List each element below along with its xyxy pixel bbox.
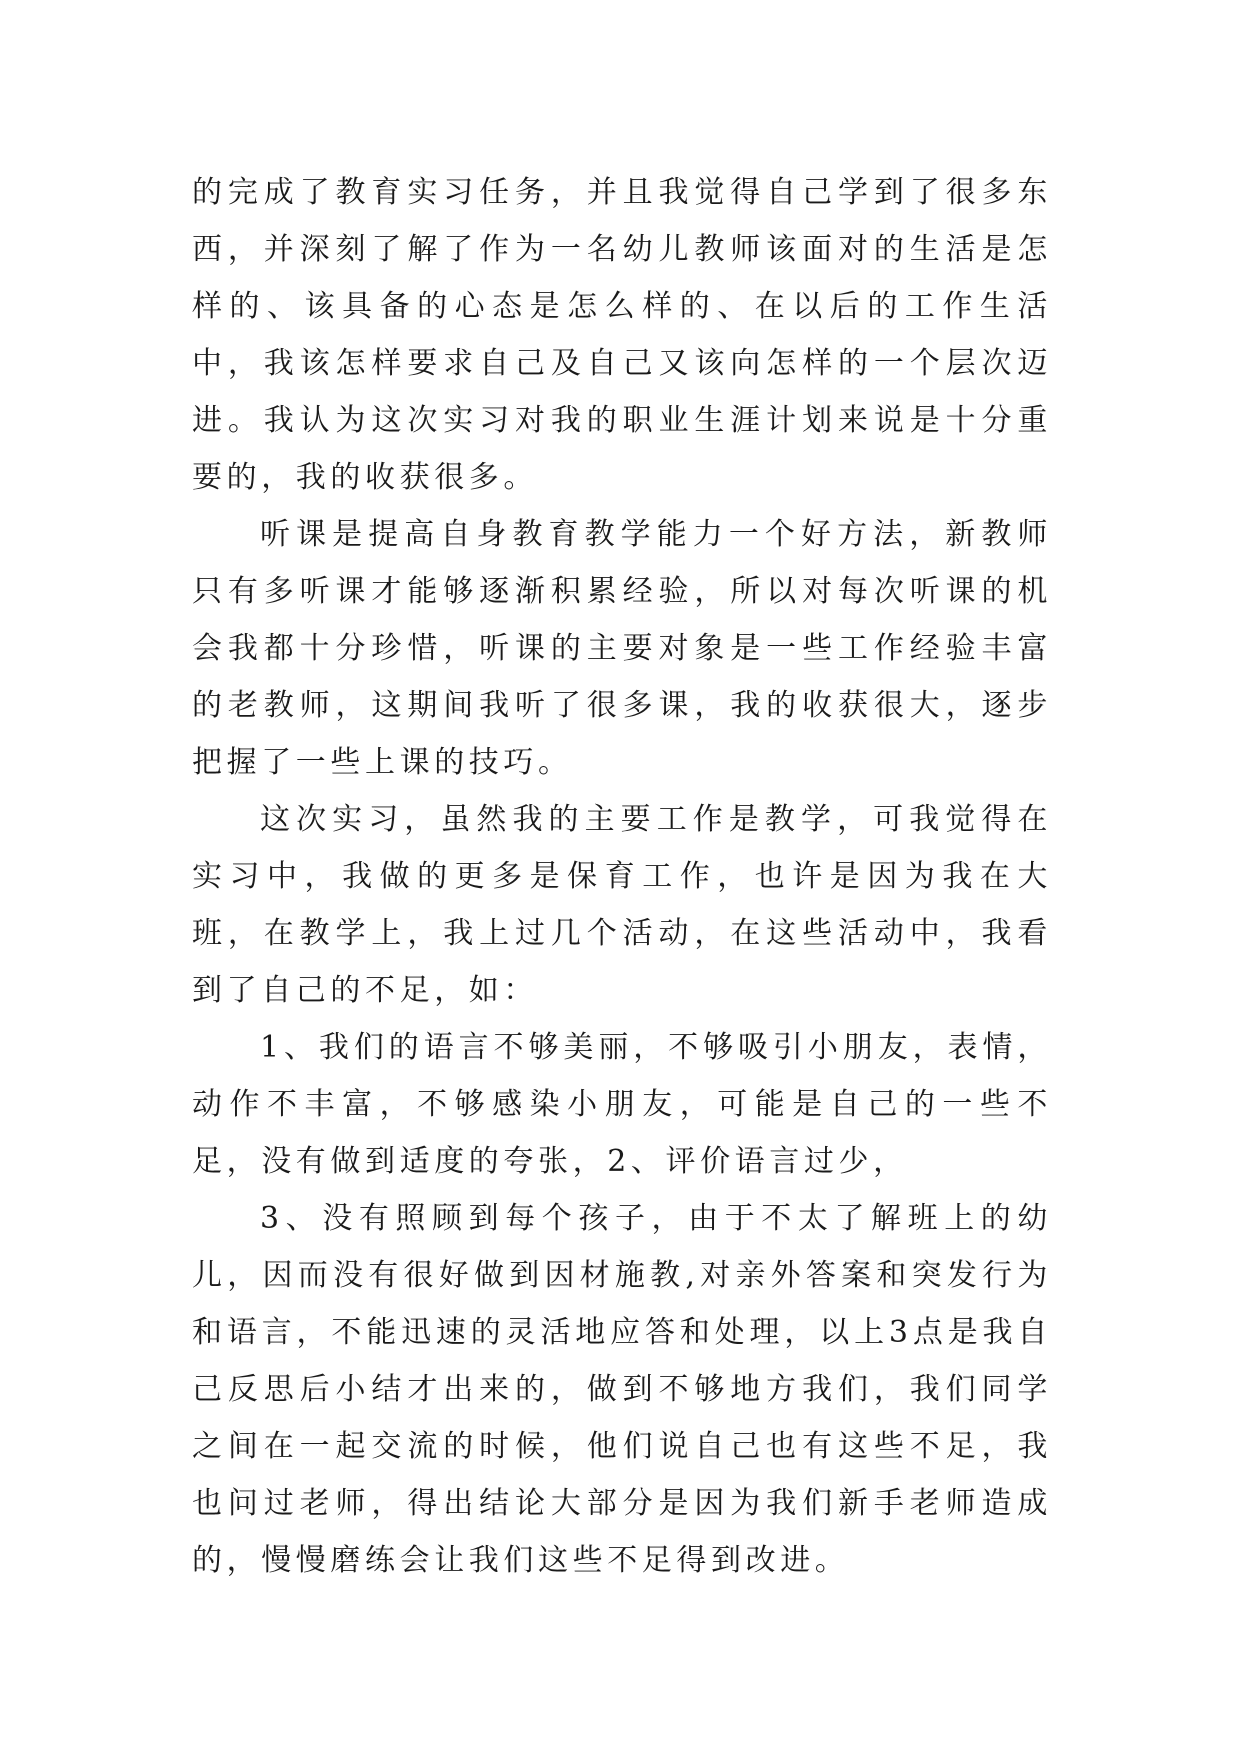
paragraph-2: 听课是提高自身教育教学能力一个好方法，新教师只有多听课才能够逐渐积累经验，所以对每次听课的机会我都十分珍惜，听课的主要对象是一些工作经验丰富的老教师，这期间我听了很多课，我的收获很大，逐步把握了一些上课的技巧。 — [192, 517, 1052, 780]
document-body — [192, 164, 1052, 1589]
paragraph-1: 的完成了教育实习任务，并且我觉得自己学到了很多东西，并深刻了解了作为一名幼儿教师该面对的生活是怎样的、该具备的心态是怎么样的、在以后的工作生活中，我该怎样要求自己及自己又该向怎样的一个层次迈进。我认为这次实习对我的职业生涯计划来说是十分重要的，我的收获很多。 — [192, 175, 1052, 495]
paragraph-4: 1、我们的语言不够美丽，不够吸引小朋友，表情，动作不丰富，不够感染小朋友，可能是自己的一些不足，没有做到适度的夸张，2、评价语言过少， — [192, 1030, 1052, 1179]
paragraph-5: 3、没有照顾到每个孩子，由于不太了解班上的幼儿，因而没有很好做到因材施教,对亲外答案和突发行为和语言，不能迅速的灵活地应答和处理，以上3点是我自己反思后小结才出来的，做到不够地方我们，我们同学之间在一起交流的时候，他们说自己也有这些不足，我也问过老师，得出结论大部分是因为我们新手老师造成的，慢慢磨练会让我们这些不足得到改进。 — [192, 1201, 1052, 1578]
paragraph-3: 这次实习，虽然我的主要工作是教学，可我觉得在实习中，我做的更多是保育工作，也许是因为我在大班，在教学上，我上过几个活动，在这些活动中，我看到了自己的不足，如： — [192, 802, 1052, 1008]
